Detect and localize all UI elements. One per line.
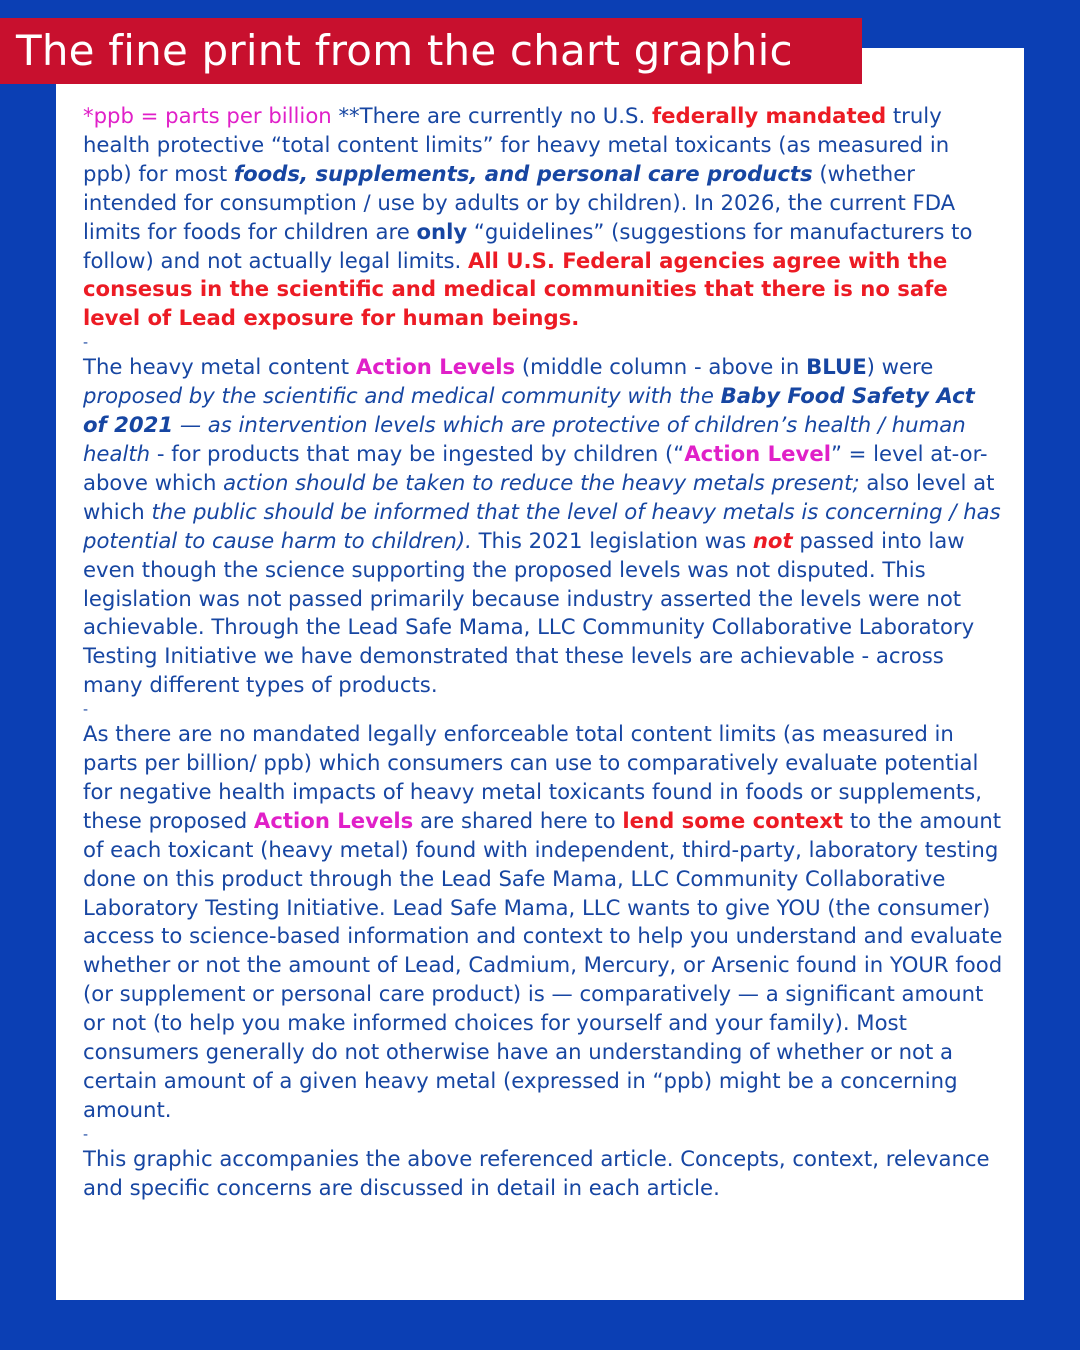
page-title: The fine print from the chart graphic [0, 18, 862, 84]
context-emphasis: lend some context [622, 807, 844, 833]
text-run: ” = level at-or-above which [83, 440, 988, 495]
separator: - [83, 335, 89, 352]
paragraph-disclaimer [83, 102, 1003, 333]
text-run: The heavy metal content [83, 354, 356, 380]
text-run: to the amount of each toxicant (heavy metal) found with independent, third-party, laboratory testing done on this product through the Lead Safe Mama, LLC Community Collaborative Laboratory Testing Initiative. Lead Safe Mama, LLC wants to give YOU (the consumer) access to science-based information and context to help you understand and evaluate whether or not the amount of Lead, Cadmium, Mercury, or Arsenic found in YOUR food (or supplement or personal care product) is — comparatively — a significant amount or not (to help you make informed choices for yourself and your family). Most consumers generally do not otherwise have an understanding of whether or not a certain amount of a given heavy metal (expressed in “ppb) might be a concerning amount. [83, 807, 1003, 1122]
text-run: passed into law even though the science supporting the proposed levels was not disputed. This legislation was not passed primarily because industry asserted the levels were not achievable. Through the Lead Safe Mama, LLC Community Collaborative Laboratory Testing Initiative we have demonstrated that these levels are achievable - across many different types of products. [83, 527, 975, 698]
paragraph-article-note: This graphic accompanies the above referenced article. Concepts, context, relevance and specific concerns are discussed in detail in each article. [83, 1145, 990, 1200]
only-emphasis: only [416, 218, 468, 244]
italic-run: proposed by the scientific and medical community with the [83, 383, 721, 409]
action-level-emphasis: Action Level [684, 440, 831, 466]
separator: - [83, 702, 89, 719]
federally-mandated-emphasis: federally mandated [651, 103, 887, 128]
act-name: Baby Food Safety Act of 2021 [83, 383, 975, 438]
text-run: “guidelines” (suggestions for manufacturers to follow) and not actually legal limits. [83, 218, 973, 273]
paragraph-action-levels [83, 353, 1003, 700]
paragraph-context [83, 720, 1003, 1125]
text-run: **There are currently no U.S. [331, 103, 652, 128]
text-run: (middle column - above in [515, 354, 807, 380]
not-emphasis: not [752, 527, 793, 553]
italic-run: the public should be informed that the level of heavy metals is concerning / has potential to cause harm to children). [83, 498, 1001, 553]
fine-print-body [83, 102, 1003, 1203]
action-levels-emphasis: Action Levels [253, 807, 414, 833]
ppb-note: *ppb = parts per billion [83, 103, 332, 128]
text-run: This 2021 legislation was [471, 527, 753, 553]
blue-emphasis: BLUE [806, 354, 867, 380]
text-run: - for products that may be ingested by children (“ [150, 440, 685, 466]
italic-run: — as intervention levels which are protective of children’s health / human health [83, 412, 966, 466]
text-run: are shared here to [413, 807, 623, 833]
text-run: also level at which [83, 469, 995, 524]
foods-emphasis: foods, supplements, and personal care products [233, 160, 813, 186]
text-run: truly health protective “total content limits” for heavy metal toxicants (as measured in ppb) for most [83, 103, 950, 186]
text-run: (whether intended for consumption / use by adults or by children). In 2026, the current FDA limits for foods for children are [83, 160, 956, 244]
text-run: ) were [866, 354, 934, 380]
text-run: As there are no mandated legally enforceable total content limits (as measured in parts per billion/ ppb) which consumers can use to comparatively evaluate potential for negative health impacts of heavy metal toxicants found in foods or supplements, these proposed [83, 721, 982, 833]
italic-run: action should be taken to reduce the heavy metals present; [223, 469, 860, 495]
separator: - [83, 1126, 89, 1143]
action-levels-emphasis: Action Levels [355, 354, 516, 380]
lead-exposure-statement: All U.S. Federal agencies agree with the consesus in the scientific and medical communities that there is no safe level of Lead exposure for human beings. [83, 247, 948, 331]
